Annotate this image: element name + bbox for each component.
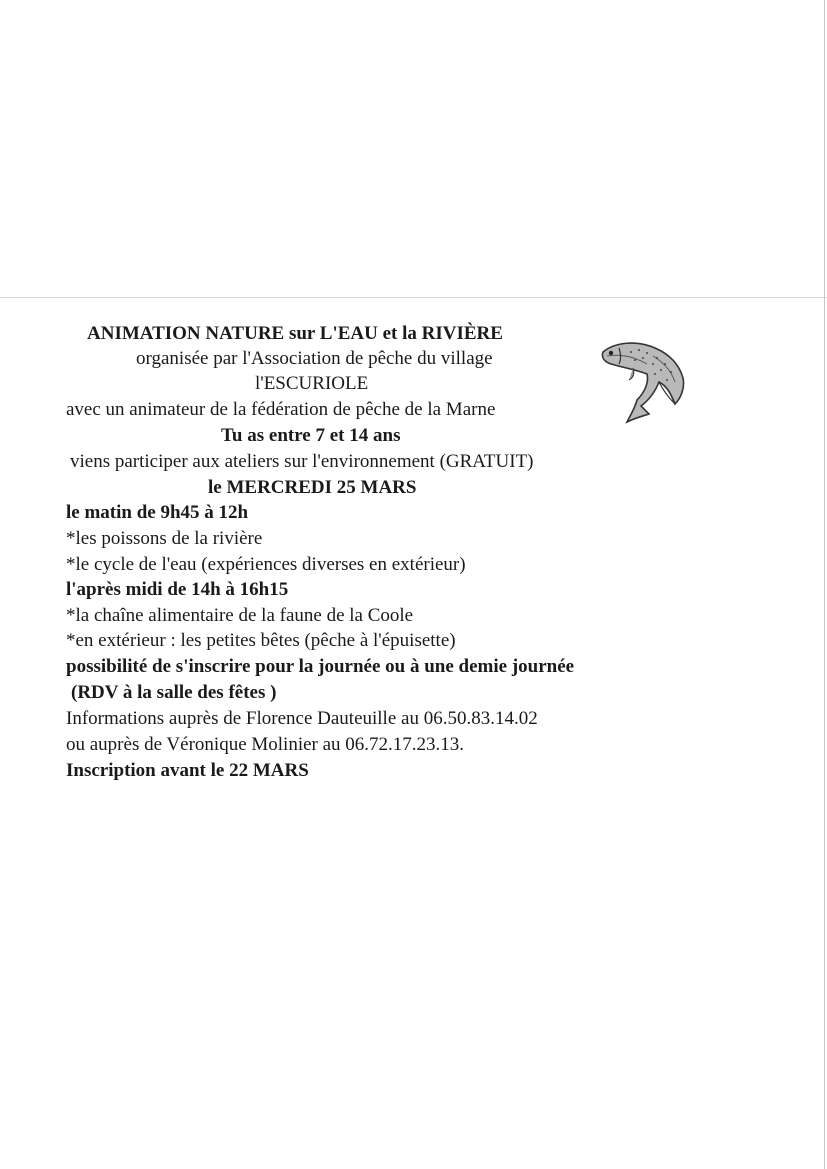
organiser-line: organisée par l'Association de pêche du village xyxy=(136,348,493,369)
date-line: le MERCREDI 25 MARS xyxy=(208,477,417,498)
registration-note: possibilité de s'inscrire pour la journée ou à une demie journée xyxy=(66,656,575,677)
afternoon-heading: l'après midi de 14h à 16h15 xyxy=(66,579,289,600)
invite-line: viens participer aux ateliers sur l'environnement (GRATUIT) xyxy=(70,451,534,472)
age-line: Tu as entre 7 et 14 ans xyxy=(221,425,401,446)
page-edge xyxy=(824,0,825,1169)
page-fold-line xyxy=(0,297,827,298)
afternoon-item: *la chaîne alimentaire de la faune de la Coole xyxy=(66,605,414,626)
contact-veronique: ou auprès de Véronique Molinier au 06.72.17.23.13. xyxy=(66,734,465,755)
morning-item: *les poissons de la rivière xyxy=(66,528,263,549)
afternoon-item: *en extérieur : les petites bêtes (pêche à l'épuisette) xyxy=(66,630,456,651)
deadline-line: Inscription avant le 22 MARS xyxy=(66,760,309,781)
animator-line: avec un animateur de la fédération de pêche de la Marne xyxy=(66,399,496,420)
village-line: l'ESCURIOLE xyxy=(255,373,369,394)
morning-item: *le cycle de l'eau (expériences diverses en extérieur) xyxy=(66,554,466,575)
meeting-place: (RDV à la salle des fêtes ) xyxy=(71,682,277,703)
morning-heading: le matin de 9h45 à 12h xyxy=(66,502,249,523)
flyer-title: ANIMATION NATURE sur L'EAU et la RIVIÈRE xyxy=(87,323,503,344)
contact-florence: Informations auprès de Florence Dauteuille au 06.50.83.14.02 xyxy=(66,708,538,729)
fish-illustration xyxy=(597,334,689,426)
